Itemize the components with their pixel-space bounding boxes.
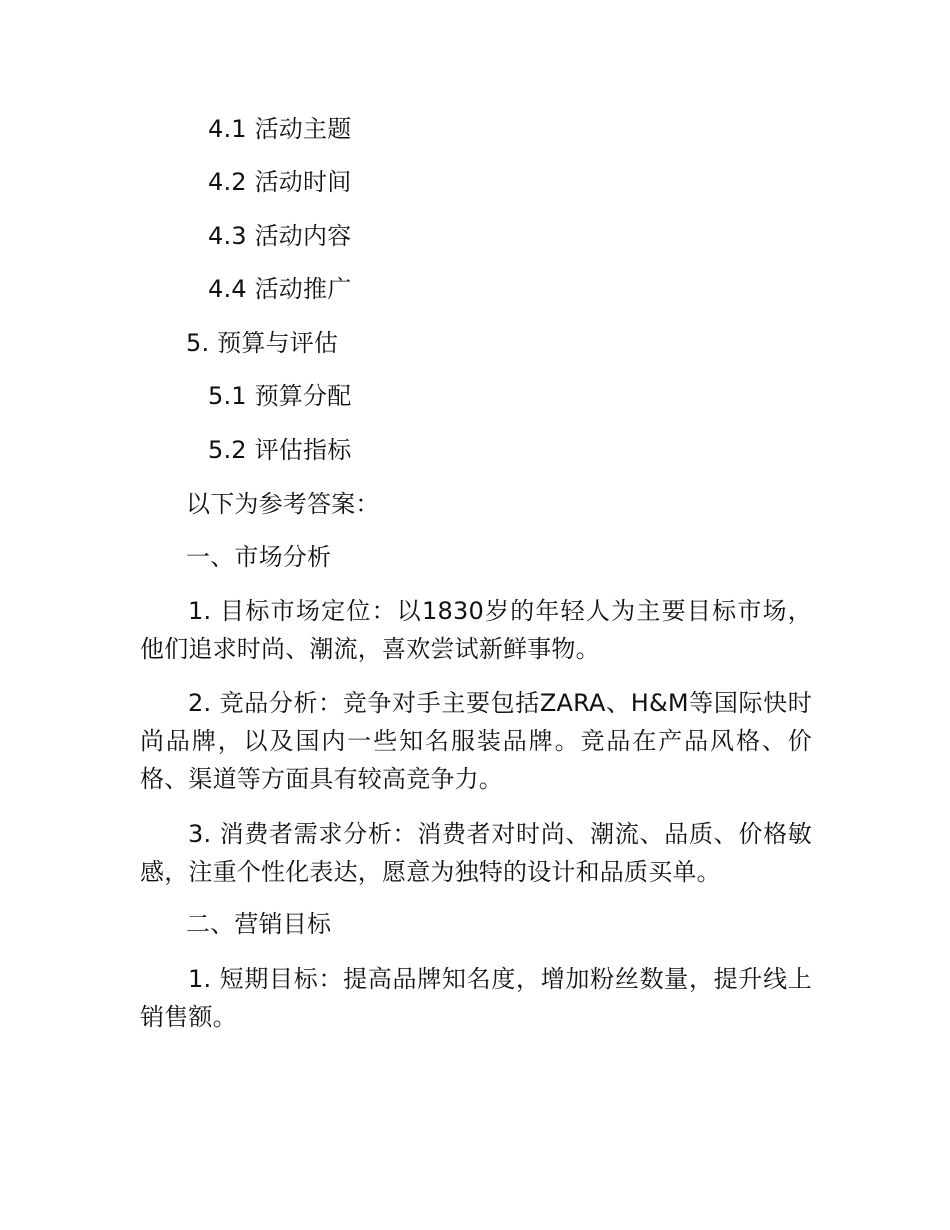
- outline-item-4-3: 4.3 活动内容: [208, 222, 352, 250]
- paragraph-target-market: 1. 目标市场定位：以1830岁的年轻人为主要目标市场，他们追求时尚、潮流，喜欢尝试新鲜事物。: [140, 597, 812, 663]
- section-heading-marketing-goals: 二、营销目标: [186, 910, 332, 938]
- paragraph-short-term-goal: 1. 短期目标：提高品牌知名度，增加粉丝数量，提升线上销售额。: [140, 965, 812, 1031]
- outline-item-5: 5. 预算与评估: [186, 329, 339, 357]
- outline-item-4-4: 4.4 活动推广: [208, 275, 352, 303]
- outline-item-4-1: 4.1 活动主题: [208, 115, 352, 143]
- outline-item-4-2: 4.2 活动时间: [208, 168, 352, 196]
- outline-item-5-2: 5.2 评估指标: [208, 436, 352, 464]
- paragraph-competitor-analysis: 2. 竞品分析：竞争对手主要包括ZARA、H&M等国际快时尚品牌，以及国内一些知名服装品牌。竞品在产品风格、价格、渠道等方面具有较高竞争力。: [140, 689, 812, 793]
- paragraph-consumer-needs: 3. 消费者需求分析：消费者对时尚、潮流、品质、价格敏感，注重个性化表达，愿意为独特的设计和品质买单。: [140, 820, 812, 886]
- section-heading-market-analysis: 一、市场分析: [186, 543, 332, 571]
- answer-intro: 以下为参考答案：: [186, 490, 380, 518]
- outline-item-5-1: 5.1 预算分配: [208, 382, 352, 410]
